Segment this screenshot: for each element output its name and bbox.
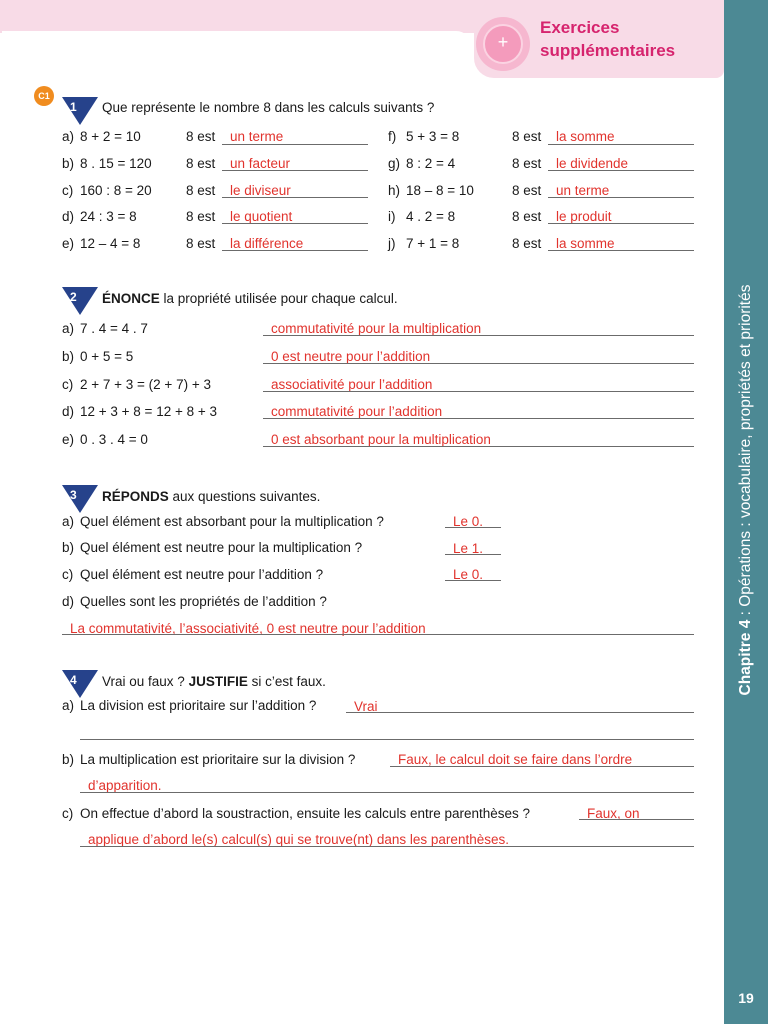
ex2-keyword: ÉNONCE — [102, 291, 160, 306]
answer-line — [548, 170, 694, 171]
ex1-g-label: g) — [388, 156, 401, 171]
ex1-i-answer: le produit — [556, 209, 612, 224]
ex3-keyword: RÉPONDS — [102, 489, 169, 504]
answer-line — [548, 223, 694, 224]
ex1-d-expr: 24 : 3 = 8 — [80, 209, 137, 224]
answer-line — [263, 418, 694, 419]
exercise-number-icon — [62, 97, 98, 125]
ex1-h-expr: 18 – 8 = 10 — [406, 183, 474, 198]
ex2-instruction — [102, 291, 398, 307]
ex2-c-answer: associativité pour l’addition — [271, 377, 433, 392]
chapter-title — [737, 285, 755, 696]
answer-line — [548, 250, 694, 251]
ex2-c-label: c) — [62, 377, 74, 392]
ex3-instruction — [102, 489, 320, 505]
ex3-c-answer: Le 0. — [453, 567, 484, 582]
ex3-b-question: Quel élément est neutre pour la multiplication ? — [80, 540, 363, 555]
answer-line — [548, 197, 694, 198]
ex4-b-answer-line2: d’apparition. — [88, 778, 162, 793]
answer-line — [263, 391, 694, 392]
ex1-i-label: i) — [388, 209, 396, 224]
ex1-f-expr: 5 + 3 = 8 — [406, 129, 460, 144]
ex2-d-label: d) — [62, 404, 75, 419]
ex1-d-answer: le quotient — [230, 209, 293, 224]
answer-line — [80, 792, 694, 793]
answer-line — [390, 766, 694, 767]
answer-line — [548, 144, 694, 145]
ex1-d-label: d) — [62, 209, 75, 224]
header-title — [540, 16, 720, 62]
ex1-c-answer: le diviseur — [230, 183, 291, 198]
answer-line — [222, 250, 368, 251]
header-title-line2: supplémentaires — [540, 41, 676, 60]
ex4-b-label: b) — [62, 752, 75, 767]
answer-line — [80, 846, 694, 847]
ex2-c-expr: 2 + 7 + 3 = (2 + 7) + 3 — [80, 377, 211, 392]
ex1-e-expr: 12 – 4 = 8 — [80, 236, 141, 251]
exercise-number: 3 — [70, 488, 77, 502]
ex1-a-expr: 8 + 2 = 10 — [80, 129, 141, 144]
ex1-j-answer: la somme — [556, 236, 615, 251]
ex2-b-expr: 0 + 5 = 5 — [80, 349, 134, 364]
ex2-a-expr: 7 . 4 = 4 . 7 — [80, 321, 148, 336]
plus-icon: + — [497, 32, 509, 52]
ex4-a-question: La division est prioritaire sur l’addition ? — [80, 698, 317, 713]
exercise-number-icon — [62, 287, 98, 315]
ex1-b-prefix: 8 est — [186, 156, 216, 171]
ex1-f-answer: la somme — [556, 129, 615, 144]
ex3-a-question: Quel élément est absorbant pour la multiplication ? — [80, 514, 384, 529]
answer-line — [222, 144, 368, 145]
ex4-a-label: a) — [62, 698, 75, 713]
ex3-d-question: Quelles sont les propriétés de l’addition ? — [80, 594, 327, 609]
ex1-j-prefix: 8 est — [512, 236, 542, 251]
page-number: 19 — [738, 990, 754, 1006]
answer-line — [222, 170, 368, 171]
answer-line — [263, 363, 694, 364]
ex1-g-answer: le dividende — [556, 156, 629, 171]
ex2-a-label: a) — [62, 321, 75, 336]
ex1-b-expr: 8 . 15 = 120 — [80, 156, 152, 171]
ex4-c-label: c) — [62, 806, 74, 821]
ex1-e-answer: la différence — [230, 236, 304, 251]
ex3-c-label: c) — [62, 567, 74, 582]
ex1-c-prefix: 8 est — [186, 183, 216, 198]
ex1-b-label: b) — [62, 156, 75, 171]
chapter-title-rest: : Opérations : vocabulaire, propriétés et priorités — [737, 284, 754, 620]
exercise-number: 4 — [70, 673, 77, 687]
ex4-b-answer-line1: Faux, le calcul doit se faire dans l’ordre — [398, 752, 633, 767]
answer-line — [62, 634, 694, 635]
ex4-c-answer-line1: Faux, on — [587, 806, 640, 821]
ex2-e-expr: 0 . 3 . 4 = 0 — [80, 432, 148, 447]
ex3-c-question: Quel élément est neutre pour l’addition ? — [80, 567, 324, 582]
ex1-f-label: f) — [388, 129, 397, 144]
answer-line — [579, 819, 694, 820]
ex2-e-answer: 0 est absorbant pour la multiplication — [271, 432, 491, 447]
ex2-a-answer: commutativité pour la multiplication — [271, 321, 482, 336]
exercise-number: 2 — [70, 290, 77, 304]
page-card-edge — [2, 31, 472, 61]
ex2-instruction-text: la propriété utilisée pour chaque calcul. — [159, 291, 398, 306]
ex1-i-expr: 4 . 2 = 8 — [406, 209, 456, 224]
ex1-h-prefix: 8 est — [512, 183, 542, 198]
answer-line — [263, 335, 694, 336]
ex3-b-label: b) — [62, 540, 75, 555]
ex1-b-answer: un facteur — [230, 156, 291, 171]
ex1-a-label: a) — [62, 129, 75, 144]
ex1-j-expr: 7 + 1 = 8 — [406, 236, 460, 251]
ex1-h-answer: un terme — [556, 183, 610, 198]
chapter-title-bold: Chapitre 4 — [737, 619, 754, 696]
answer-line — [346, 712, 694, 713]
c1-badge: C1 — [34, 86, 54, 106]
ex1-h-label: h) — [388, 183, 401, 198]
exercise-badge-icon — [476, 17, 530, 71]
ex4-instruction-pre: Vrai ou faux ? — [102, 674, 189, 689]
ex4-c-question: On effectue d’abord la soustraction, ensuite les calculs entre parenthèses ? — [80, 806, 531, 821]
ex4-c-answer-line2: applique d’abord le(s) calcul(s) qui se trouve(nt) dans les parenthèses. — [88, 832, 509, 847]
ex1-c-expr: 160 : 8 = 20 — [80, 183, 152, 198]
ex1-e-prefix: 8 est — [186, 236, 216, 251]
ex2-b-label: b) — [62, 349, 75, 364]
ex1-i-prefix: 8 est — [512, 209, 542, 224]
ex1-j-label: j) — [388, 236, 396, 251]
ex1-e-label: e) — [62, 236, 75, 251]
ex2-d-answer: commutativité pour l’addition — [271, 404, 443, 419]
ex3-a-answer: Le 0. — [453, 514, 484, 529]
ex2-d-expr: 12 + 3 + 8 = 12 + 8 + 3 — [80, 404, 217, 419]
exercise-number-icon — [62, 485, 98, 513]
ex2-b-answer: 0 est neutre pour l’addition — [271, 349, 431, 364]
answer-line — [445, 580, 501, 581]
ex1-d-prefix: 8 est — [186, 209, 216, 224]
ex1-g-expr: 8 : 2 = 4 — [406, 156, 456, 171]
ex4-instruction — [102, 674, 326, 690]
answer-line — [222, 197, 368, 198]
answer-line — [80, 739, 694, 740]
ex1-c-label: c) — [62, 183, 74, 198]
answer-line — [445, 554, 501, 555]
answer-line — [222, 223, 368, 224]
answer-line — [445, 527, 501, 528]
answer-line — [263, 446, 694, 447]
ex1-g-prefix: 8 est — [512, 156, 542, 171]
exercise-number: 1 — [70, 100, 77, 114]
exercise-number-icon — [62, 670, 98, 698]
ex4-keyword: JUSTIFIE — [188, 674, 248, 689]
ex3-a-label: a) — [62, 514, 75, 529]
ex1-question: Que représente le nombre 8 dans les calculs suivants ? — [102, 100, 435, 115]
ex3-instruction-text: aux questions suivantes. — [168, 489, 321, 504]
header-title-line1: Exercices — [540, 18, 620, 37]
ex3-d-answer: La commutativité, l’associativité, 0 est neutre pour l’addition — [70, 621, 426, 636]
ex4-a-answer: Vrai — [354, 699, 378, 714]
ex4-b-question: La multiplication est prioritaire sur la division ? — [80, 752, 356, 767]
ex2-e-label: e) — [62, 432, 75, 447]
ex1-a-answer: un terme — [230, 129, 284, 144]
ex4-instruction-post: si c’est faux. — [247, 674, 326, 689]
ex3-b-answer: Le 1. — [453, 541, 484, 556]
ex1-a-prefix: 8 est — [186, 129, 216, 144]
ex1-f-prefix: 8 est — [512, 129, 542, 144]
ex3-d-label: d) — [62, 594, 75, 609]
